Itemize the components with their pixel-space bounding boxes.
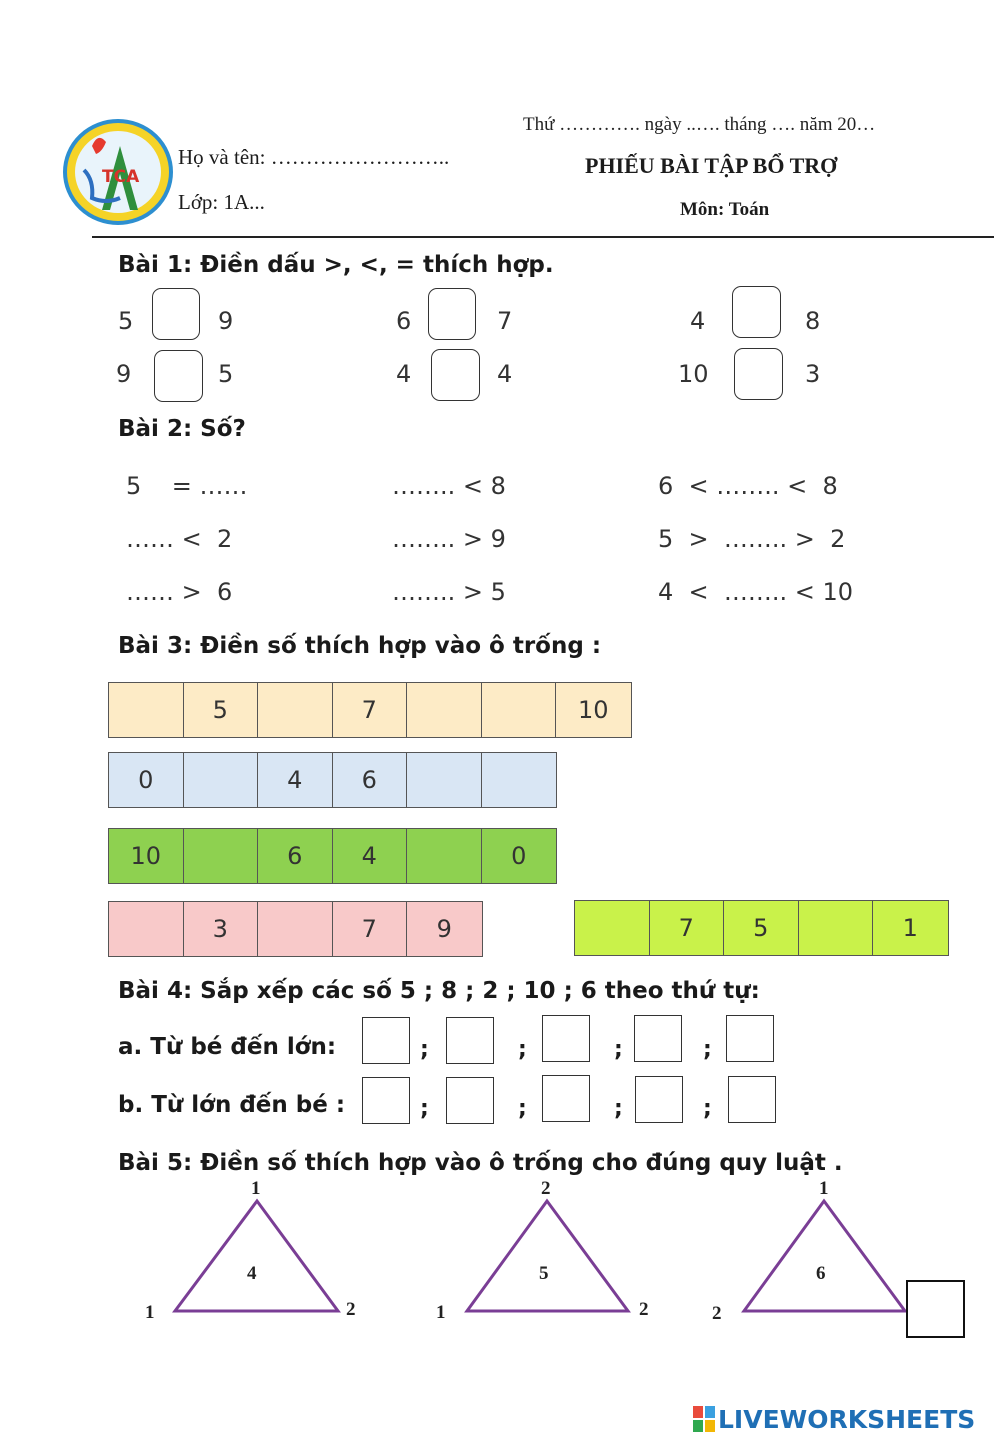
bai1-left-number: 4 (396, 360, 412, 388)
bai1-right-number: 3 (805, 360, 821, 388)
bai4-heading: Bài 4: Sắp xếp các số 5 ; 8 ; 2 ; 10 ; 6 theo thứ tự: (118, 978, 760, 1004)
strip-cell: 0 (109, 753, 184, 807)
bai1-left-number: 6 (396, 307, 412, 335)
separator: ; (518, 1096, 527, 1121)
separator: ; (703, 1096, 712, 1121)
strip-cell: 4 (258, 753, 333, 807)
triangle-top-number: 2 (541, 1178, 551, 1199)
triangle-center-number: 4 (247, 1263, 257, 1284)
strip-cell: 10 (109, 829, 184, 883)
brand-text: LIVEWORKSHEETS (718, 1404, 976, 1434)
bai1-right-number: 4 (497, 360, 513, 388)
separator: ; (614, 1037, 623, 1062)
strip-cell: 7 (333, 683, 408, 737)
separator: ; (614, 1096, 623, 1121)
triangle-shape (744, 1201, 905, 1311)
bai2-item[interactable]: 5 = …… (126, 472, 248, 500)
strip-cell: 3 (184, 902, 259, 956)
strip-cell: 7 (333, 902, 408, 956)
triangle-shape (467, 1201, 628, 1311)
bai1-right-number: 9 (218, 307, 234, 335)
bai2-item[interactable]: 4 < …….. < 10 (658, 578, 854, 606)
bai1-left-number: 5 (118, 307, 134, 335)
triangle-right-number: 2 (346, 1299, 356, 1320)
bai1-right-number: 8 (805, 307, 821, 335)
date-line: Thứ …………. ngày ..…. tháng …. năm 20… (523, 114, 876, 135)
name-line: Họ và tên: …………………….. (178, 145, 450, 169)
bai1-left-number: 10 (678, 360, 709, 388)
worksheet-title: PHIẾU BÀI TẬP BỔ TRỢ (585, 153, 838, 178)
bai5-heading: Bài 5: Điền số thích hợp vào ô trống cho đúng quy luật . (118, 1150, 843, 1176)
strip-cell: 6 (333, 753, 408, 807)
triangle-top-number: 1 (819, 1178, 829, 1199)
triangle-shape (175, 1201, 338, 1311)
svg-text:TCA: TCA (102, 167, 140, 187)
strip-cell: 4 (333, 829, 408, 883)
separator: ; (420, 1037, 429, 1062)
separator: ; (703, 1037, 712, 1062)
separator: ; (420, 1096, 429, 1121)
triangle-center-number: 6 (816, 1263, 826, 1284)
bai2-item[interactable]: …….. > 9 (392, 525, 506, 553)
strip-cell: 5 (184, 683, 259, 737)
bai2-heading: Bài 2: Số? (118, 416, 246, 442)
bai1-left-number: 4 (690, 307, 706, 335)
bai2-item[interactable]: …….. > 5 (392, 578, 506, 606)
strip-cell: 10 (577, 696, 609, 724)
strip-cell: 0 (511, 842, 527, 870)
strip-cell: 9 (436, 915, 452, 943)
strip-cell: 6 (258, 829, 333, 883)
triangle-top-number: 1 (251, 1178, 261, 1199)
bai1-right-number: 7 (497, 307, 513, 335)
bai1-left-number: 9 (116, 360, 132, 388)
triangle-left-number: 1 (436, 1302, 446, 1323)
bai1-right-number: 5 (218, 360, 234, 388)
strip-cell: 5 (724, 901, 799, 955)
bai1-heading: Bài 1: Điền dấu >, <, = thích hợp. (118, 252, 554, 278)
strip-cell: 7 (650, 901, 725, 955)
bai2-item[interactable]: …… < 2 (126, 525, 233, 553)
bai4-a-label: a. Từ bé đến lớn: (118, 1034, 337, 1060)
brand-badge-icon (693, 1406, 715, 1432)
bai4-b-label: b. Từ lớn đến bé : (118, 1092, 346, 1118)
liveworksheets-logo (693, 1404, 975, 1434)
separator: ; (518, 1037, 527, 1062)
triangle-right-number: 2 (639, 1299, 649, 1320)
bai2-item[interactable]: …….. < 8 (392, 472, 506, 500)
class-line: Lớp: 1A... (178, 190, 265, 214)
triangle-center-number: 5 (539, 1263, 549, 1284)
bai2-item[interactable]: …… > 6 (126, 578, 233, 606)
triangle-left-number: 1 (145, 1302, 155, 1323)
triangle-answer-box[interactable] (906, 1280, 965, 1338)
bai3-heading: Bài 3: Điền số thích hợp vào ô trống : (118, 633, 602, 659)
subject-label: Môn: Toán (680, 199, 770, 220)
triangle-left-number: 2 (712, 1303, 722, 1324)
bai2-item[interactable]: 6 < …….. < 8 (658, 472, 838, 500)
bai2-item[interactable]: 5 > …….. > 2 (658, 525, 846, 553)
strip-cell: 1 (902, 914, 918, 942)
